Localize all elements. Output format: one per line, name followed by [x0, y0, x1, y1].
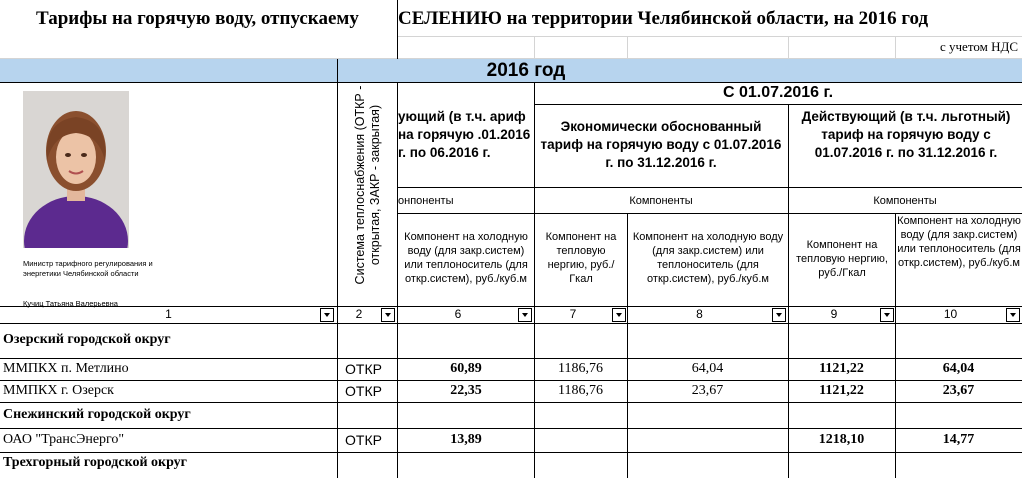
- col6-subheader: Компонент на холодную воду (для закр.систем) или теплоноситель (для откр.систем), руб./куб.м: [404, 231, 528, 285]
- system-type: ОТКР: [345, 383, 382, 399]
- value-col10: 23,67: [942, 383, 975, 398]
- grid-line: [534, 36, 535, 58]
- divider: [398, 187, 1022, 188]
- grid-line: [398, 36, 1022, 37]
- year-header: 2016 год: [486, 60, 566, 81]
- title-right: СЕЛЕНИЮ на территории Челябинской области, на 2016 год: [398, 8, 929, 29]
- filter-dropdown-1[interactable]: [320, 308, 334, 322]
- col-number-1: 1: [165, 307, 172, 321]
- col9-subheader: Компонент на тепловую нергию, руб./Гкал: [796, 239, 888, 279]
- value-col6: 13,89: [450, 432, 482, 447]
- period-header: С 01.07.2016 г.: [722, 84, 834, 101]
- divider: [788, 104, 789, 478]
- col-number-2: 2: [355, 307, 363, 321]
- col10-subheader: Компонент на холодную воду (для закр.систем) или теплоноситель (для откр.систем), руб./куб.м: [897, 215, 1021, 269]
- filter-dropdown-2[interactable]: [381, 308, 395, 322]
- col8-subheader: Компонент на холодную воду (для закр.систем) или теплоноситель (для откр.систем), руб./куб.м: [632, 231, 784, 285]
- minister-photo: [23, 91, 129, 248]
- col2-header-vertical: Система теплоснабжения (ОТКР - открытая, ЗАКР - закрытая): [353, 85, 382, 285]
- col78-header: Экономически обоснованный тариф на горячую воду с 01.07.2016 г. по 31.12.2016 г.: [540, 119, 782, 170]
- filter-dropdown-9[interactable]: [880, 308, 894, 322]
- minister-name: Кучиц Татьяна Валерьевна: [23, 299, 118, 308]
- col-number-6: 6: [454, 307, 462, 321]
- value-col9: 1121,22: [819, 383, 864, 398]
- col-number-9: 9: [830, 307, 838, 321]
- value-col6: 22,35: [450, 383, 482, 398]
- value-col7: 1186,76: [558, 383, 603, 398]
- value-col9: 1121,22: [819, 361, 864, 376]
- value-col10: 64,04: [942, 361, 975, 376]
- divider: [0, 323, 1022, 324]
- value-col8: 64,04: [691, 361, 724, 376]
- divider: [0, 380, 1022, 381]
- filter-dropdown-7[interactable]: [612, 308, 626, 322]
- value-col7: 1186,76: [558, 361, 603, 376]
- system-type: ОТКР: [345, 361, 382, 377]
- col-number-10: 10: [943, 307, 958, 321]
- grid-line: [895, 36, 896, 58]
- filter-dropdown-6[interactable]: [518, 308, 532, 322]
- divider: [337, 59, 338, 478]
- value-col6: 60,89: [450, 361, 482, 376]
- col-number-7: 7: [569, 307, 577, 321]
- divider: [534, 82, 535, 478]
- components-col78: Компоненты: [629, 195, 693, 207]
- divider: [0, 452, 1022, 453]
- grid-line: [788, 36, 789, 58]
- title-left: Тарифы на горячую воду, отпускаему: [36, 8, 359, 29]
- page-title: [0, 2, 1022, 36]
- filter-dropdown-8[interactable]: [772, 308, 786, 322]
- value-col9: 1218,10: [818, 432, 865, 447]
- minister-caption: Министр тарифного регулирования и энергетики Челябинской области: [23, 259, 153, 278]
- filter-dropdown-10[interactable]: [1006, 308, 1020, 322]
- divider: [627, 213, 628, 478]
- components-col910: Компоненты: [873, 195, 937, 207]
- col6-header: ующий (в т.ч. ариф на горячую .01.2016 г. по 06.2016 г.: [398, 109, 531, 160]
- section-label: Трехгорный городской округ: [3, 455, 188, 470]
- divider: [0, 402, 1022, 403]
- col910-header: Действующий (в т.ч. льготный) тариф на горячую воду с 01.07.2016 г. по 31.12.2016 г.: [801, 109, 1011, 160]
- section-label: Снежинский городской округ: [3, 407, 191, 422]
- divider: [0, 358, 1022, 359]
- components-col6: онпоненты: [398, 195, 454, 207]
- section-label: Озерский городской округ: [3, 332, 171, 347]
- value-col8: 23,67: [691, 383, 724, 398]
- col-number-8: 8: [696, 307, 703, 321]
- vat-note: с учетом НДС: [940, 39, 1018, 54]
- divider: [534, 104, 1022, 105]
- col7-subheader: Компонент на тепловую нергию, руб./Гкал: [545, 231, 617, 285]
- grid-line: [627, 36, 628, 58]
- org-name: ММПКХ п. Метлино: [3, 361, 129, 376]
- system-type: ОТКР: [345, 432, 382, 448]
- divider: [0, 428, 1022, 429]
- value-col10: 14,77: [942, 432, 975, 447]
- org-name: ОАО "ТрансЭнерго": [3, 432, 125, 447]
- org-name: ММПКХ г. Озерск: [3, 383, 114, 398]
